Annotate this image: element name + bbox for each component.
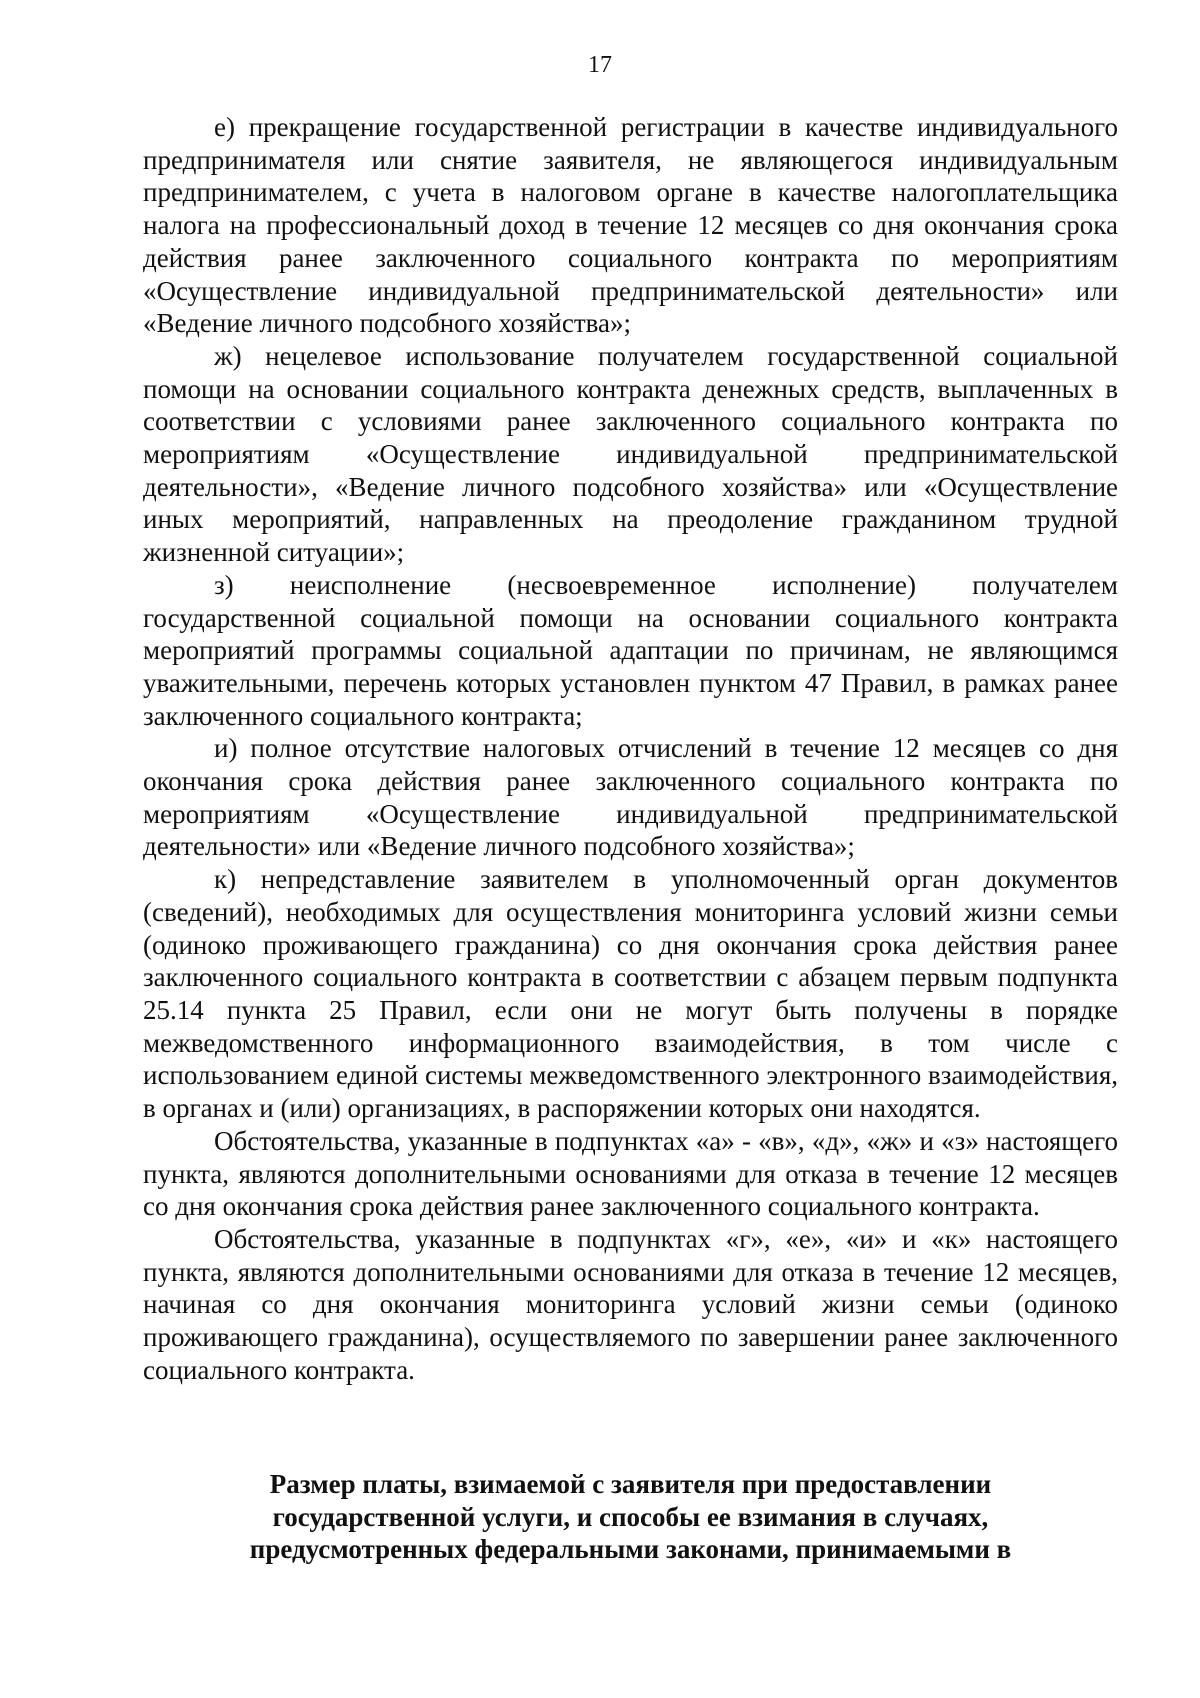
section-heading <box>143 1468 1118 1566</box>
paragraph-item-i: и) полное отсутствие налоговых отчислений в течение 12 месяцев со дня окончания срока действия ранее заключенного социального контракта по мероприятиям «Осуществление индивидуальной предпринимательской деятельности» или «Ведение личного подсобного хозяйства»; <box>143 733 1118 862</box>
document-body <box>143 111 1118 1386</box>
paragraph-circumstances-first: Обстоятельства, указанные в подпунктах «а» - «в», «д», «ж» и «з» настоящего пункта, являются дополнительными основаниями для отказа в течение 12 месяцев со дня окончания срока действия ранее заключенного социального контракта. <box>143 1125 1118 1222</box>
section-heading-line: Размер платы, взимаемой с заявителя при предоставлении <box>269 1469 992 1499</box>
paragraph-circumstances-second: Обстоятельства, указанные в подпунктах «г», «е», «и» и «к» настоящего пункта, являются дополнительными основаниями для отказа в течение 12 месяцев, начиная со дня окончания мониторинга условий жизни семьи (одиноко проживающего гражданина), осуществляемого по завершении ранее заключенного социального контракта. <box>143 1223 1118 1385</box>
page-number: 17 <box>588 52 612 78</box>
paragraph-item-zh: ж) нецелевое использование получателем государственной социальной помощи на основании социального контракта денежных средств, выплаченных в соответствии с условиями ранее заключенного социального контракта по мероприятиям «Осуществление индивидуальной предпринимательской деятельности», «Ведение личного подсобного хозяйства» или «Осуществление иных мероприятий, направленных на преодоление гражданином трудной жизненной ситуации»; <box>143 340 1118 568</box>
paragraph-item-k: к) непредставление заявителем в уполномоченный орган документов (сведений), необходимых для осуществления мониторинга условий жизни семьи (одиноко проживающего гражданина) со дня окончания срока действия ранее заключенного социального контракта в соответствии с абзацем первым подпункта 25.14 пункта 25 Правил, если они не могут быть получены в порядке межведомственного информационного взаимодействия, в том числе с использованием единой системы межведомственного электронного взаимодействия, в органах и (или) организациях, в распоряжении которых они находятся. <box>143 864 1118 1124</box>
paragraph-item-e: е) прекращение государственной регистрации в качестве индивидуального предпринимателя или снятие заявителя, не являющегося индивидуальным предпринимателем, с учета в налоговом органе в качестве налогоплательщика налога на профессиональный доход в течение 12 месяцев со дня окончания срока действия ранее заключенного социального контракта по мероприятиям «Осуществление индивидуальной предпринимательской деятельности» или «Ведение личного подсобного хозяйства»; <box>143 112 1118 339</box>
section-heading-line: предусмотренных федеральными законами, принимаемыми в <box>249 1534 1012 1565</box>
section-heading-line: государственной услуги, и способы ее взимания в случаях, <box>272 1501 989 1532</box>
paragraph-item-z: з) неисполнение (несвоевременное исполнение) получателем государственной социальной помощи на основании социального контракта мероприятий программы социальной адаптации по причинам, не являющимся уважительными, перечень которых установлен пунктом 47 Правил, в рамках ранее заключенного социального контракта; <box>143 569 1118 731</box>
